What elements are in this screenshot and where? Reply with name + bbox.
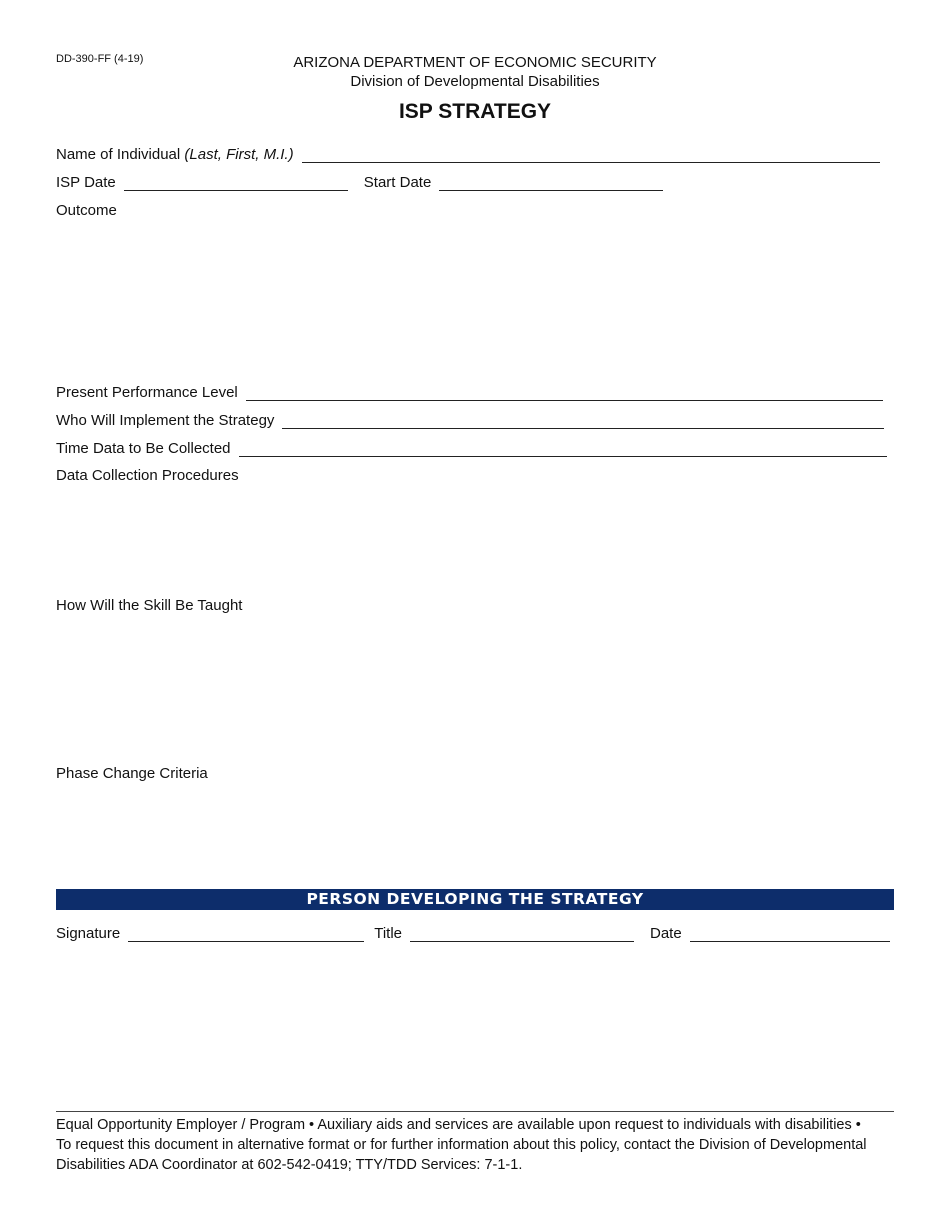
footer-line-3: Disabilities ADA Coordinator at 602-542-0419; TTY/TDD Services: 7-1-1. <box>56 1157 523 1173</box>
developer-row <box>56 922 890 942</box>
outcome-field[interactable] <box>56 222 894 372</box>
date-label: Date <box>650 925 682 942</box>
form-code: DD-390-FF (4-19) <box>56 53 144 65</box>
name-label: Name of Individual (Last, First, M.I.) <box>56 146 294 163</box>
page-title: ISP STRATEGY <box>398 100 552 123</box>
title-label: Title <box>374 925 402 942</box>
present-performance-label: Present Performance Level <box>56 384 238 401</box>
who-implement-row <box>56 409 884 429</box>
how-taught-field[interactable] <box>56 617 894 762</box>
name-row <box>56 143 880 163</box>
time-data-label: Time Data to Be Collected <box>56 440 231 457</box>
isp-date-label: ISP Date <box>56 174 116 191</box>
footer-divider <box>56 1111 894 1112</box>
agency-name: ARIZONA DEPARTMENT OF ECONOMIC SECURITY <box>293 54 657 71</box>
date-input-line[interactable] <box>690 926 890 942</box>
phase-change-label: Phase Change Criteria <box>56 765 208 782</box>
start-date-input-line[interactable] <box>439 175 663 191</box>
start-date-label: Start Date <box>363 174 432 191</box>
name-hint: (Last, First, M.I.) <box>184 146 294 163</box>
present-performance-input-line[interactable] <box>246 385 883 401</box>
dates-row <box>56 171 663 191</box>
phase-change-field[interactable] <box>56 785 894 880</box>
isp-date-input-line[interactable] <box>124 175 348 191</box>
footer-line-1: Equal Opportunity Employer / Program • Auxiliary aids and services are available upon request to individuals with disabilities • <box>56 1117 861 1133</box>
time-data-input-line[interactable] <box>239 441 887 457</box>
present-performance-row <box>56 381 883 401</box>
division-name: Division of Developmental Disabilities <box>350 73 600 90</box>
footer-line-2: To request this document in alternative format or for further information about this policy, contact the Division of Developmental <box>56 1137 867 1153</box>
how-taught-label: How Will the Skill Be Taught <box>56 597 243 614</box>
developer-section-banner: PERSON DEVELOPING THE STRATEGY <box>56 889 894 910</box>
data-collection-label: Data Collection Procedures <box>56 467 239 484</box>
who-implement-label: Who Will Implement the Strategy <box>56 412 275 429</box>
outcome-label: Outcome <box>56 202 117 219</box>
signature-label: Signature <box>56 925 121 942</box>
data-collection-field[interactable] <box>56 487 894 592</box>
footer-notice <box>56 1115 896 1175</box>
name-input-line[interactable] <box>302 147 880 163</box>
signature-input-line[interactable] <box>128 926 364 942</box>
title-input-line[interactable] <box>410 926 634 942</box>
time-data-row <box>56 437 887 457</box>
who-implement-input-line[interactable] <box>282 413 884 429</box>
